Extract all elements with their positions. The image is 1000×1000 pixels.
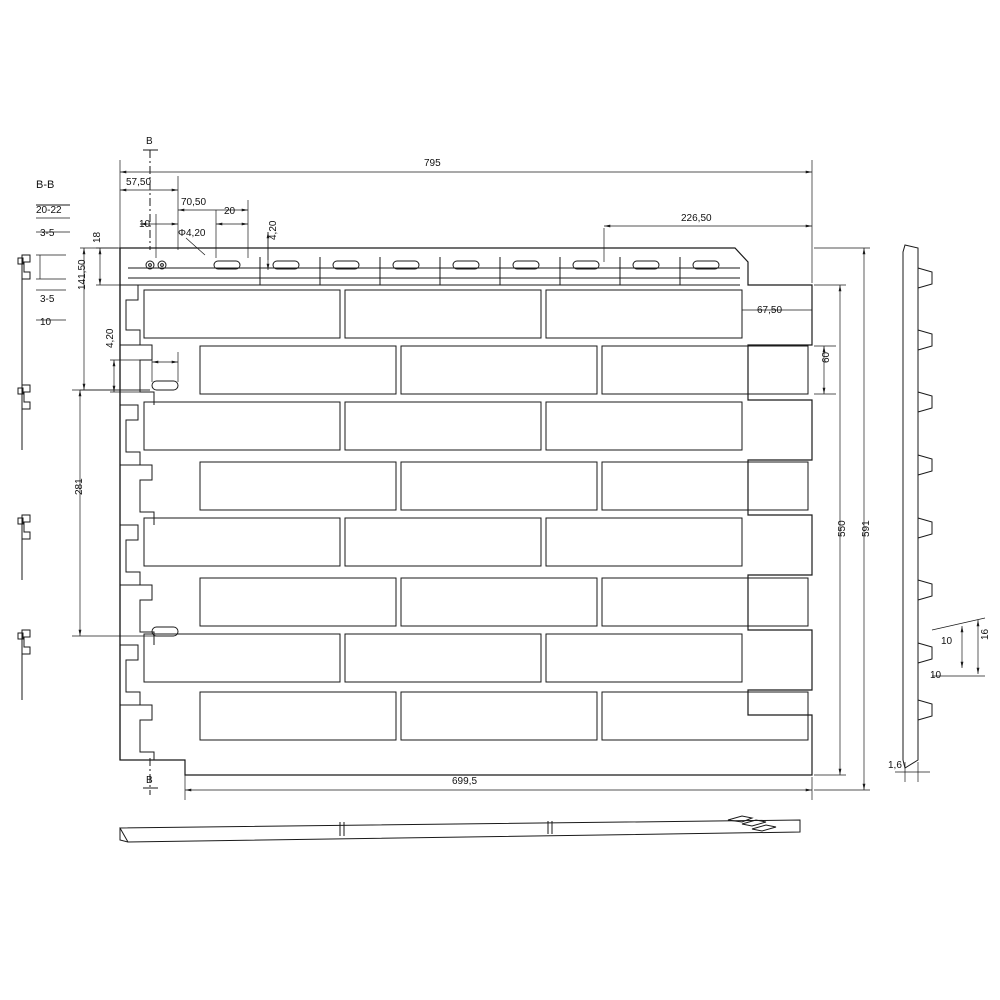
- dim-281: 281: [74, 478, 85, 495]
- right-dimensions: [742, 248, 870, 790]
- dim-hole-diameter: Φ4,20: [178, 228, 206, 239]
- dim-141-50: 141,50: [77, 259, 88, 290]
- dim-20-top: 20: [224, 206, 236, 217]
- dim-profile-10-upper: 10: [941, 636, 953, 647]
- brick-courses: [144, 290, 808, 740]
- bottom-dimensions: [185, 775, 812, 800]
- right-edge-profile: [895, 245, 985, 782]
- dim-10-top: 10: [139, 219, 151, 230]
- dim-nail-pitch: 70,50: [181, 197, 207, 208]
- left-dimensions: [72, 248, 178, 636]
- dim-hole-height-left: 4,20: [105, 328, 116, 348]
- dim-bottom-width: 699,5: [452, 776, 478, 787]
- dim-591: 591: [861, 520, 872, 537]
- dim-left-offset: 57,50: [126, 177, 152, 188]
- dim-overall-width: 795: [424, 158, 441, 169]
- bottom-edge-profile: [120, 816, 800, 842]
- lock-tabs: [152, 381, 178, 636]
- dim-offset-18: 18: [92, 231, 103, 243]
- dim-3-5-upper: 3-5: [40, 228, 55, 239]
- dim-brick-60: 60: [821, 351, 832, 363]
- dim-550: 550: [837, 520, 848, 537]
- section-mark-bottom: B: [146, 775, 153, 786]
- section-mark-top: B: [146, 136, 153, 147]
- dim-profile-16: 16: [980, 628, 991, 640]
- dim-3-5-lower: 3-5: [40, 294, 55, 305]
- dim-hole-height-top: 4,20: [268, 220, 279, 240]
- main-front-view: [120, 248, 812, 775]
- dim-profile-10-lower: 10: [930, 670, 942, 681]
- section-title-bb: B-B: [36, 179, 55, 191]
- dim-right-segment: 226,50: [681, 213, 712, 224]
- section-bb-view: [18, 205, 70, 700]
- dim-section-10: 10: [40, 317, 52, 328]
- dim-bottom-thickness: 1,6: [888, 760, 902, 771]
- dim-67-50: 67,50: [757, 305, 783, 316]
- dim-20-22: 20-22: [36, 205, 62, 216]
- nail-slots: [146, 257, 719, 285]
